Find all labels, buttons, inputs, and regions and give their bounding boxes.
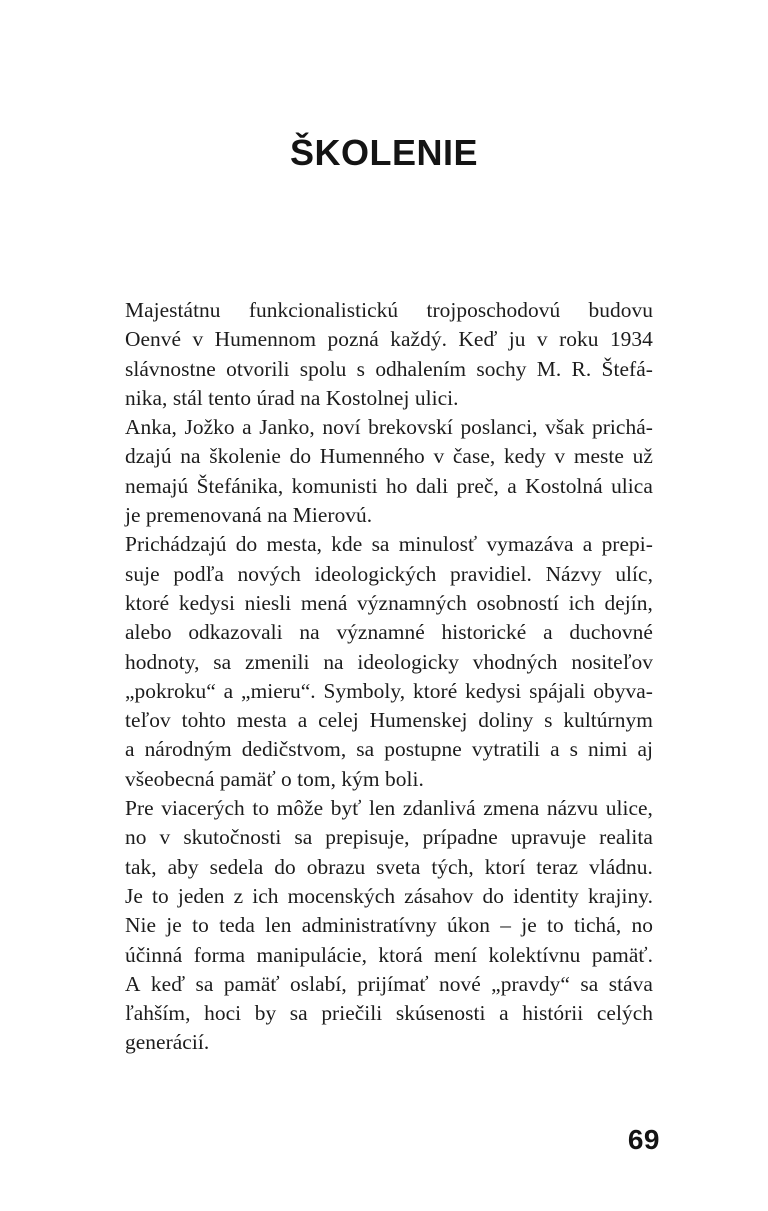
page-number: 69: [627, 1124, 660, 1155]
text-line: no v skutočnosti sa prepisuje, prípadne upravuje realita: [125, 825, 653, 850]
page-title: ŠKOLENIE: [289, 132, 479, 174]
text-line: tak, aby sedela do obrazu sveta tých, ktorí teraz vládnu.: [125, 854, 653, 879]
text-line: je premenovaná na Mierovú.: [125, 503, 373, 528]
text-line: „pokroku“ a „mieru“. Symboly, ktoré kedysi spájali obyva-: [125, 678, 653, 703]
text-line: alebo odkazovali na významné historické a duchovné: [125, 620, 653, 645]
text-line: A keď sa pamäť oslabí, prijímať nové „pravdy“ sa stáva: [125, 971, 653, 996]
text-line: teľov tohto mesta a celej Humenskej doliny s kultúrnym: [125, 708, 653, 733]
text-line: Nie je to teda len administratívny úkon – je to tichá, no: [125, 913, 653, 938]
text-line: nemajú Štefánika, komunisti ho dali preč, a Kostolná ulica: [125, 473, 653, 498]
text-line: Pre viacerých to môže byť len zdanlivá zmena názvu ulice,: [125, 796, 653, 821]
text-line: a národným dedičstvom, sa postupne vytratili a s nimi aj: [125, 737, 653, 762]
text-line: všeobecná pamäť o tom, kým boli.: [125, 766, 424, 791]
text-line: ľahším, hoci by sa priečili skúsenosti a histórii celých: [125, 1001, 653, 1026]
text-line: Oenvé v Humennom pozná každý. Keď ju v roku 1934: [125, 327, 653, 352]
text-line: ktoré kedysi niesli mená významných osobností ich dejín,: [125, 590, 653, 615]
text-line: hodnoty, sa zmenili na ideologicky vhodných nositeľov: [125, 649, 653, 674]
text-line: slávnostne otvorili spolu s odhalením sochy M. R. Štefá-: [125, 356, 653, 381]
text-line: Je to jeden z ich mocenských zásahov do identity krajiny.: [125, 883, 653, 908]
text-line: účinná forma manipulácie, ktorá mení kolektívnu pamäť.: [125, 942, 653, 967]
text-line: generácií.: [125, 1030, 210, 1055]
text-line: suje podľa nových ideologických pravidiel. Názvy ulíc,: [125, 561, 653, 586]
body-text-block: [125, 296, 653, 1058]
text-line: Majestátnu funkcionalistickú trojposchodovú budovu: [125, 298, 653, 322]
text-line: nika, stál tento úrad na Kostolnej ulici.: [125, 385, 459, 410]
text-line: dzajú na školenie do Humenného v čase, kedy v meste už: [125, 444, 653, 469]
text-line: Prichádzajú do mesta, kde sa minulosť vymazáva a prepi-: [125, 532, 653, 557]
text-line: Anka, Jožko a Janko, noví brekovskí poslanci, však prichá-: [125, 415, 653, 440]
